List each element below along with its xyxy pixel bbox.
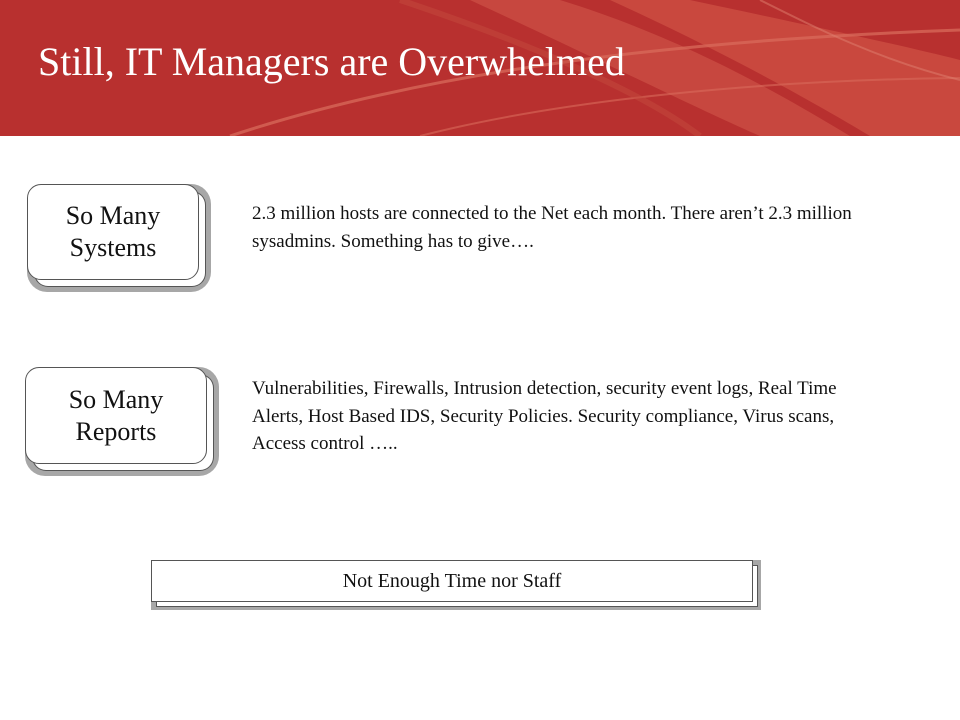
box-label-line-2: Systems xyxy=(69,233,157,262)
page-title: Still, IT Managers are Overwhelmed xyxy=(38,39,625,84)
conclusion-banner-text: Not Enough Time nor Staff xyxy=(342,569,562,592)
box-label-line-2: Reports xyxy=(75,416,157,446)
box-label-line-1: So Many xyxy=(65,201,161,231)
box-label-line-1: So Many xyxy=(68,384,164,414)
reports-description: Vulnerabilities, Firewalls, Intrusion detection, security event logs, Real Time Alerts, Host Based IDS, Security Policies. Security compliance, Virus scans, Access control ….. xyxy=(252,378,837,455)
slide-header xyxy=(0,0,960,136)
conclusion-banner xyxy=(151,560,753,602)
so-many-systems-box xyxy=(27,184,199,280)
so-many-reports-box xyxy=(25,367,207,464)
systems-description: 2.3 million hosts are connected to the Net each month. There aren’t 2.3 million sysadmins. Something has to give…. xyxy=(252,203,852,252)
